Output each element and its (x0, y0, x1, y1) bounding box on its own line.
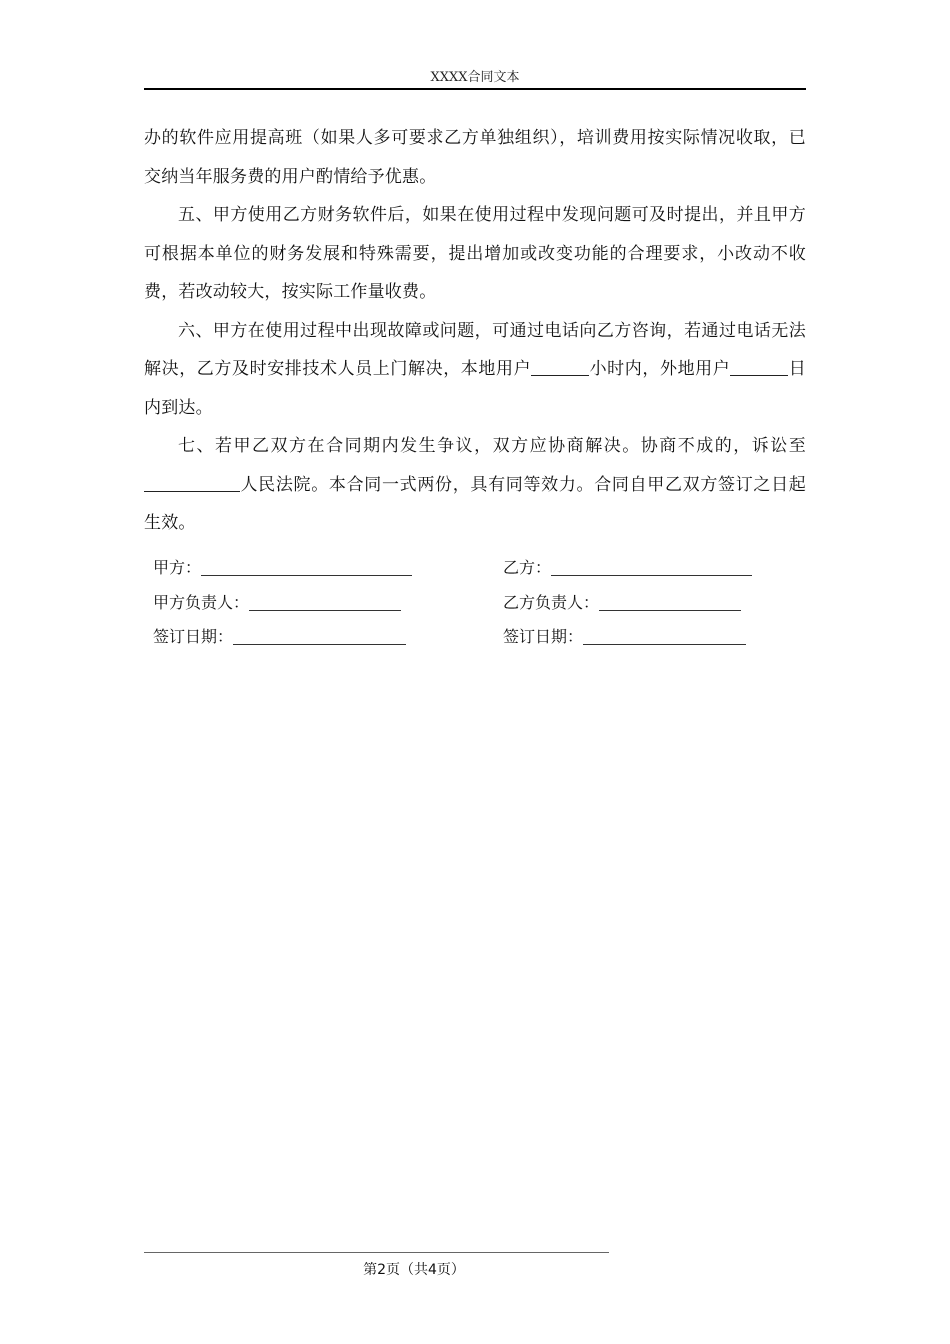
page-header (144, 66, 806, 90)
date-b-line (583, 626, 746, 645)
party-b-rep-line (599, 592, 741, 611)
date-a-label: 签订日期： (153, 627, 234, 646)
date-a-line (233, 626, 406, 645)
page-footer (144, 1260, 684, 1280)
local-hours-blank (531, 357, 589, 376)
signature-party-b-rep (503, 590, 741, 616)
party-b-line (551, 557, 752, 576)
paragraph-clause-6 (144, 312, 806, 428)
party-a-label: 甲方： (153, 558, 202, 577)
signature-date-a (153, 624, 406, 650)
signature-party-a (153, 555, 412, 581)
clause-6-text-c: 日内到达。 (144, 359, 806, 418)
footer-rule (144, 1252, 609, 1253)
page-number: 第2页（共4页） (363, 1262, 465, 1278)
paragraph-clause-7 (144, 427, 806, 543)
contract-body (144, 119, 806, 543)
date-b-label: 签订日期： (503, 627, 584, 646)
clause-6-text-b: 小时内，外地用户 (589, 359, 731, 379)
paragraph-training-fee: 办的软件应用提高班（如果人多可要求乙方单独组织），培训费用按实际情况收取，已交纳当年服务费的用户酌情给予优惠。 (144, 128, 806, 187)
paragraph-clause-5: 五、甲方使用乙方财务软件后，如果在使用过程中发现问题可及时提出，并且甲方可根据本单位的财务发展和特殊需要，提出增加或改变功能的合理要求，小改动不收费，若改动较大，按实际工作量收费。 (144, 205, 806, 302)
clause-6-text-a: 六、甲方在使用过程中出现故障或问题，可通过电话向乙方咨询，若通过电话无法解决，乙方及时安排技术人员上门解决，本地用户 (144, 320, 806, 379)
party-b-rep-label: 乙方负责人： (503, 593, 600, 612)
clause-7-text-a: 七、若甲乙双方在合同期内发生争议，双方应协商解决。协商不成的，诉讼至 (178, 436, 806, 456)
party-a-rep-line (249, 592, 401, 611)
clause-7-text-b: 人民法院。本合同一式两份，具有同等效力。合同自甲乙双方签订之日起生效。 (144, 474, 806, 533)
party-a-line (201, 557, 412, 576)
signature-date-b (503, 624, 746, 650)
signature-party-a-rep (153, 590, 401, 616)
court-name-blank (144, 473, 240, 492)
remote-days-blank (730, 357, 788, 376)
party-a-rep-label: 甲方负责人： (153, 593, 250, 612)
header-title: XXXX合同文本 (430, 70, 520, 85)
party-b-label: 乙方： (503, 558, 552, 577)
signature-party-b (503, 555, 752, 581)
